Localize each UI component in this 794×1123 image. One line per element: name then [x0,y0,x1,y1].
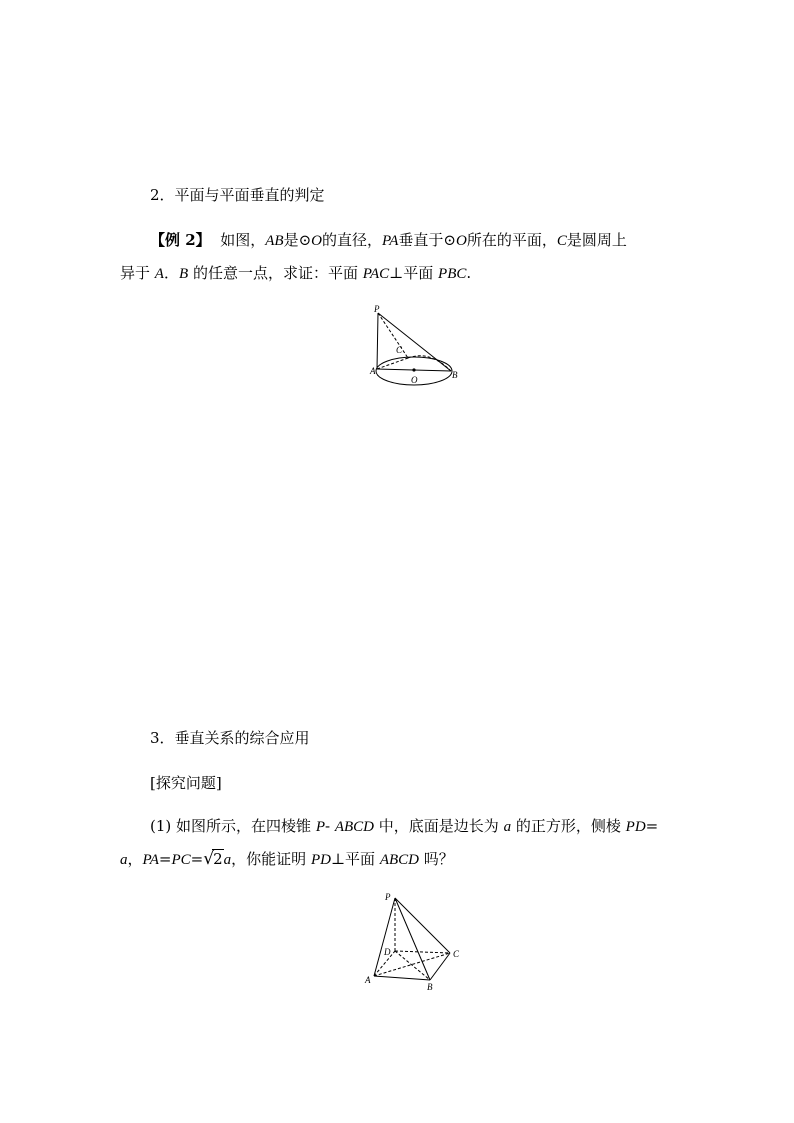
label-P: P [374,304,380,314]
math: PA [142,852,159,868]
math: C [556,233,567,249]
edge-AB [374,976,430,980]
label-B: B [452,370,458,380]
text: ⊥平面 [389,264,434,282]
question1-line2 [120,849,454,870]
edge-PA [377,313,378,369]
label-C: C [453,949,460,959]
figure-pyramid [360,888,470,993]
section3-subheading: [探究问题] [150,774,222,792]
section3-heading: 3．垂直关系的综合应用 [150,729,310,747]
diag-DB [395,951,430,980]
math: O [455,233,467,249]
math: PD [310,852,331,868]
edge-DC [395,951,450,953]
label-P: P [385,892,391,902]
text: 中，底面是边长为 [378,817,499,835]
label-A: A [365,975,371,985]
question1-line1 [150,816,658,837]
text: ． [163,264,179,282]
edge-BC [430,953,450,980]
figure-cone-circle [360,300,470,395]
text: ，你能证明 [231,850,307,868]
example2-line1 [150,230,627,251]
example2-line2 [120,263,471,284]
math: PC [171,852,191,868]
label-O: O [411,375,418,385]
math: AB [265,233,284,249]
text: 的任意一点，求证：平面 [192,264,358,282]
radicand: 2 [213,850,223,868]
edge-PA [374,898,395,976]
text: (1) 如图所示，在四棱锥 [150,817,312,835]
text: ， [127,850,143,868]
math: a [503,819,512,835]
text: - [324,817,331,835]
math: O [311,233,322,249]
text: = [158,850,172,868]
math: ABCD [379,852,419,868]
text: 如图， [220,231,266,249]
text: 是⊙ [283,231,312,249]
text: . [466,264,472,282]
label-B: B [427,982,433,992]
label-D: D [384,947,391,957]
math: B [178,266,189,282]
center-O [412,368,415,371]
edge-PC [395,898,450,953]
math: PAC [362,266,390,282]
section2-heading: 2．平面与平面垂直的判定 [150,186,325,204]
math: PD [625,819,646,835]
math: a [120,852,128,868]
text: 垂直于⊙ [398,231,456,249]
text: ⊥平面 [330,850,376,868]
text: 是圆周上 [566,231,627,249]
text: 所在的平面， [466,231,557,249]
edge-PC [378,313,408,358]
edge-PB [378,313,451,371]
text: = [190,850,204,868]
text: = [645,817,659,835]
radical-sign: √ [203,849,215,869]
math: PA [382,233,399,249]
math: PBC [438,266,467,282]
label-A: A [370,366,376,376]
text: 的正方形，侧棱 [515,817,621,835]
math: P [315,819,325,835]
text: 异于 [120,264,151,282]
text: 吗？ [423,850,454,868]
example-tag: 【例 2】 [150,231,211,249]
math: A [154,266,164,282]
label-C: C [396,345,403,355]
sqrt [203,849,223,869]
math: a [223,852,232,868]
text: 的直径， [321,231,382,249]
math: ABCD [334,819,375,835]
